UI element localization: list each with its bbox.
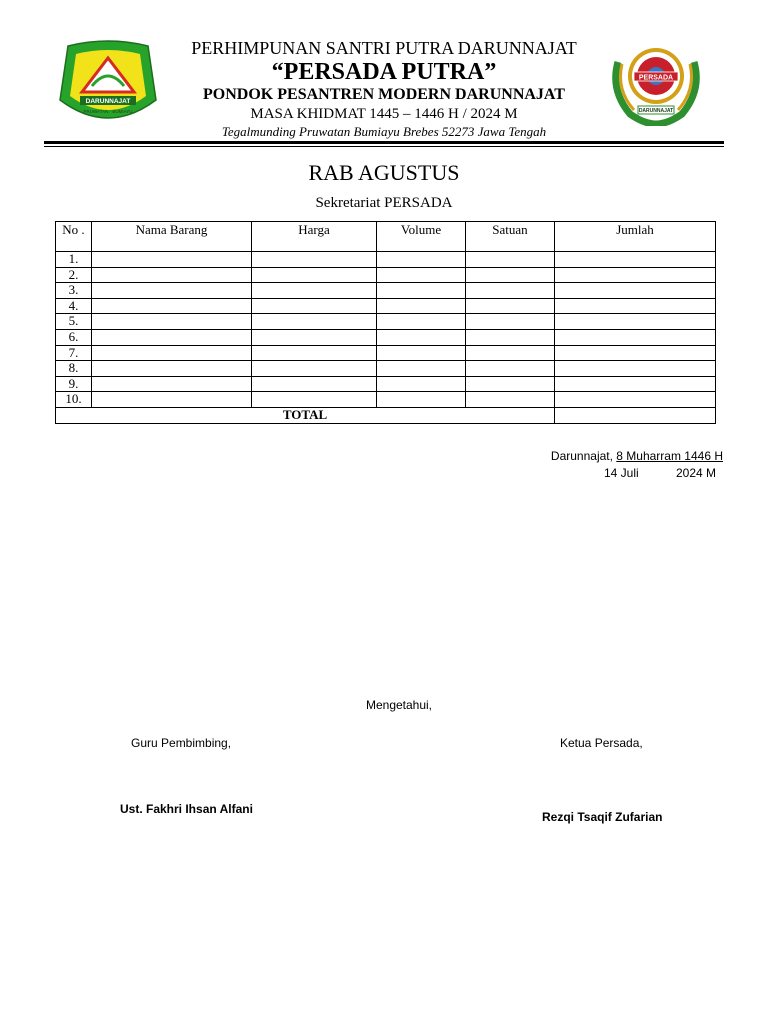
cell-satuan [466,252,555,268]
cell-harga [252,329,377,345]
cell-harga [252,345,377,361]
cell-nama-barang [92,314,252,330]
cell-jumlah [555,314,716,330]
cell-satuan [466,376,555,392]
cell-harga [252,252,377,268]
cell-satuan [466,283,555,299]
cell-nama-barang [92,392,252,408]
cell-satuan [466,345,555,361]
cell-volume [377,392,466,408]
cell-nama-barang [92,376,252,392]
table-row [56,392,716,408]
chairman-title: Ketua Persada, [560,736,643,750]
cell-harga [252,298,377,314]
table-row [56,252,716,268]
cell-nama-barang [92,267,252,283]
table-row [56,283,716,299]
organization-name: PERHIMPUNAN SANTRI PUTRA DARUNNAJAT [191,38,577,58]
table-row [56,267,716,283]
header-volume: Volume [377,222,466,252]
table-row [56,345,716,361]
total-label: TOTAL [56,407,555,423]
table-row [56,361,716,377]
chairman-name: Rezqi Tsaqif Zufarian [542,810,663,824]
cell-volume [377,252,466,268]
address: Tegalmunding Pruwatan Bumiayu Brebes 52273 Jawa Tengah [221,124,547,139]
header-jumlah: Jumlah [555,222,716,252]
cell-no: 10. [56,392,92,408]
header-nama-barang: Nama Barang [92,222,252,252]
total-row [56,407,716,423]
table-row [56,298,716,314]
cell-volume [377,329,466,345]
cell-no: 6. [56,329,92,345]
header-no: No . [56,222,92,252]
cell-satuan [466,329,555,345]
place-name: Darunnajat, [550,449,617,463]
brand-name: “PERSADA PUTRA” [271,59,497,85]
cell-no: 3. [56,283,92,299]
cell-volume [377,345,466,361]
header-satuan: Satuan [466,222,555,252]
document-subtitle: Sekretariat PERSADA [315,195,453,211]
cell-harga [252,283,377,299]
header-divider-thick [44,141,724,144]
gregorian-year: 2024 M [676,466,717,480]
cell-jumlah [555,298,716,314]
cell-no: 7. [56,345,92,361]
advisor-name: Ust. Fakhri Ihsan Alfani [120,802,253,816]
cell-no: 8. [56,361,92,377]
cell-nama-barang [92,361,252,377]
cell-jumlah [555,283,716,299]
header-divider-thin [44,146,724,147]
svg-text:PERSADA: PERSADA [638,74,674,82]
cell-harga [252,392,377,408]
budget-table [55,221,716,424]
advisor-title: Guru Pembimbing, [131,736,232,750]
cell-nama-barang [92,283,252,299]
table-row [56,314,716,330]
cell-volume [377,298,466,314]
cell-no: 4. [56,298,92,314]
cell-volume [377,314,466,330]
cell-jumlah [555,345,716,361]
cell-jumlah [555,252,716,268]
cell-harga [252,361,377,377]
cell-harga [252,376,377,392]
cell-satuan [466,267,555,283]
table-header-row [56,222,716,252]
cell-harga [252,267,377,283]
cell-satuan [466,314,555,330]
cell-volume [377,283,466,299]
gregorian-day: 14 Juli [604,466,639,480]
cell-satuan [466,298,555,314]
cell-nama-barang [92,298,252,314]
acknowledgement-label: Mengetahui, [365,698,433,712]
svg-text:PRUWATAN - BUMIAYU: PRUWATAN - BUMIAYU [83,109,133,114]
cell-no: 1. [56,252,92,268]
gregorian-date [604,466,716,480]
cell-satuan [466,361,555,377]
cell-nama-barang [92,345,252,361]
cell-volume [377,376,466,392]
table-row [56,329,716,345]
cell-no: 5. [56,314,92,330]
date-place [551,449,723,463]
document-title: RAB AGUSTUS [308,160,460,185]
cell-volume [377,361,466,377]
cell-jumlah [555,267,716,283]
cell-volume [377,267,466,283]
term-period: MASA KHIDMAT 1445 – 1446 H / 2024 M [250,106,518,122]
header-harga: Harga [252,222,377,252]
cell-jumlah [555,361,716,377]
cell-no: 9. [56,376,92,392]
hijri-date: 8 Muharram 1446 H [616,449,723,463]
cell-jumlah [555,376,716,392]
cell-jumlah [555,392,716,408]
school-name: PONDOK PESANTREN MODERN DARUNNAJAT [203,86,565,103]
total-value [555,407,716,423]
cell-satuan [466,392,555,408]
svg-text:DARUNNAJAT: DARUNNAJAT [638,108,674,114]
cell-no: 2. [56,267,92,283]
table-row [56,376,716,392]
cell-nama-barang [92,252,252,268]
cell-harga [252,314,377,330]
cell-nama-barang [92,329,252,345]
svg-text:DARUNNAJAT: DARUNNAJAT [85,98,131,105]
cell-jumlah [555,329,716,345]
